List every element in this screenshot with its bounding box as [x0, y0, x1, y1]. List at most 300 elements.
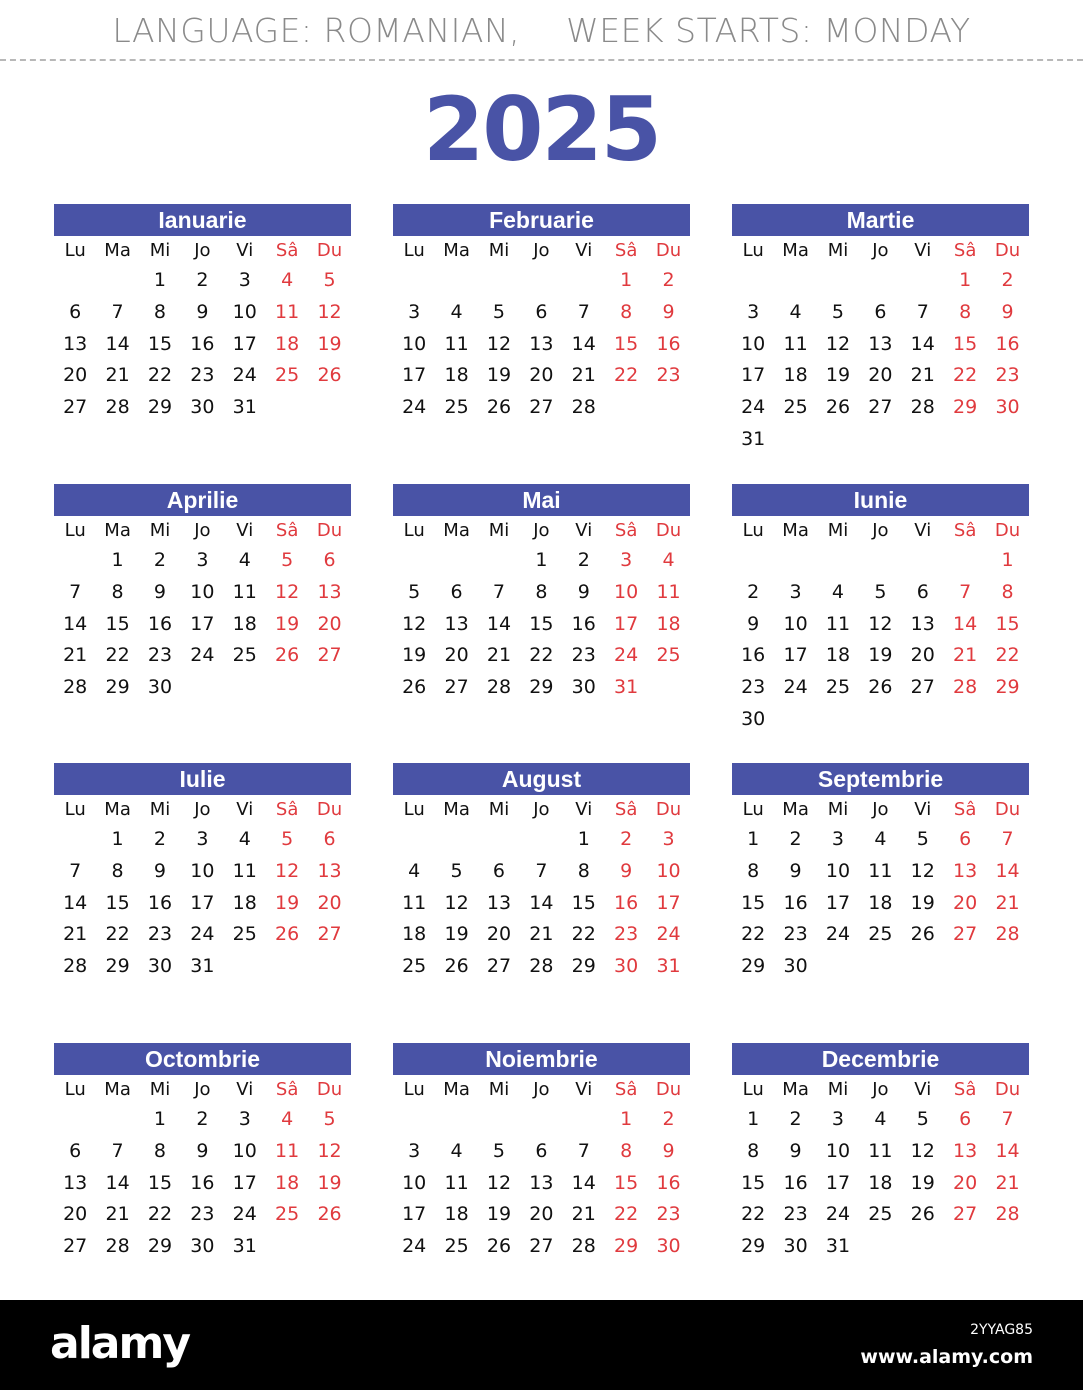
day-cell: 27	[63, 396, 88, 419]
weekday-header: Ma	[443, 799, 470, 820]
weekday-header: Lu	[742, 520, 764, 541]
day-cell: 27	[63, 1235, 88, 1258]
weekend-day-cell: 14	[953, 612, 978, 635]
weekend-day-cell: 13	[317, 859, 342, 882]
weekday-header: Ma	[782, 520, 809, 541]
day-cell: 20	[63, 364, 88, 387]
weekend-day-cell: 7	[1001, 1108, 1014, 1130]
day-cell: 22	[741, 1203, 766, 1226]
day-cell: 13	[486, 891, 512, 914]
day-cell: 23	[190, 364, 215, 387]
weekday-header: Sâ	[275, 520, 299, 541]
day-cell: 11	[402, 891, 427, 914]
weekday-header: Mi	[149, 240, 171, 261]
weekend-day-cell: 10	[656, 859, 681, 882]
weekend-day-cell: 21	[995, 1171, 1020, 1194]
day-cell: 2	[789, 1108, 802, 1130]
empty-day-cell	[563, 265, 605, 297]
weekday-header: Lu	[742, 799, 764, 820]
empty-day-cell	[520, 265, 562, 297]
day-cell: 19	[486, 364, 512, 387]
weekday-header: Lu	[64, 799, 86, 820]
weekend-day-cell: 7	[959, 580, 972, 603]
day-cell: 28	[486, 676, 512, 699]
month-day-grid	[732, 516, 1029, 736]
day-cell: 8	[747, 1139, 760, 1162]
weekday-header: Vi	[575, 240, 593, 261]
day-cell: 10	[232, 1139, 257, 1162]
empty-day-cell	[478, 1104, 520, 1136]
weekday-header: Sâ	[953, 799, 977, 820]
day-cell: 14	[105, 332, 130, 355]
day-cell: 17	[232, 1171, 257, 1194]
day-cell: 20	[529, 364, 554, 387]
weekend-day-cell: 14	[995, 1139, 1020, 1162]
weekday-header: Sâ	[275, 240, 299, 261]
month-block	[54, 763, 351, 983]
month-day-grid	[54, 795, 351, 983]
day-cell: 27	[910, 676, 935, 699]
weekend-day-cell: 30	[614, 955, 639, 978]
month-day-grid	[393, 236, 690, 424]
day-cell: 23	[741, 676, 766, 699]
day-cell: 19	[910, 891, 935, 914]
day-cell: 22	[105, 923, 130, 946]
weekday-header: Lu	[742, 1079, 764, 1100]
day-cell: 11	[232, 859, 257, 882]
day-cell: 12	[402, 612, 427, 635]
weekend-day-cell: 28	[995, 1203, 1020, 1226]
day-cell: 27	[529, 1235, 554, 1258]
weekend-day-cell: 26	[317, 364, 342, 387]
day-cell: 21	[910, 364, 935, 387]
weekend-day-cell: 23	[656, 1203, 681, 1226]
day-cell: 27	[529, 396, 554, 419]
day-cell: 9	[789, 859, 802, 882]
day-cell: 28	[63, 955, 88, 978]
day-cell: 29	[529, 676, 554, 699]
weekend-day-cell: 11	[656, 580, 681, 603]
day-cell: 9	[196, 1139, 209, 1162]
day-cell: 17	[402, 1203, 427, 1226]
day-cell: 22	[147, 364, 173, 387]
weekend-day-cell: 3	[662, 828, 675, 850]
weekday-header: Sâ	[614, 520, 638, 541]
day-cell: 14	[105, 1171, 130, 1194]
weekday-header: Vi	[236, 1079, 254, 1100]
day-cell: 3	[238, 269, 251, 291]
day-cell: 18	[402, 923, 427, 946]
day-cell: 4	[450, 300, 463, 323]
day-cell: 11	[868, 859, 893, 882]
weekend-day-cell: 13	[953, 1139, 978, 1162]
day-cell: 22	[105, 644, 130, 667]
day-cell: 21	[486, 644, 512, 667]
day-cell: 23	[571, 644, 596, 667]
day-cell: 26	[910, 923, 935, 946]
weekday-header: Du	[994, 520, 1021, 541]
month-block	[393, 1043, 690, 1263]
weekend-day-cell: 18	[275, 332, 300, 355]
weekday-header: Vi	[236, 240, 254, 261]
day-cell: 25	[783, 396, 808, 419]
weekday-header: Sâ	[275, 1079, 299, 1100]
weekend-day-cell: 2	[662, 1108, 675, 1130]
day-cell: 30	[741, 707, 766, 730]
day-cell: 21	[105, 1203, 130, 1226]
day-cell: 13	[910, 612, 935, 635]
weekday-header: Jo	[533, 1079, 550, 1100]
weekday-header: Mi	[488, 1079, 510, 1100]
day-cell: 14	[486, 612, 512, 635]
weekend-day-cell: 19	[275, 891, 300, 914]
weekday-header: Mi	[488, 240, 510, 261]
day-cell: 30	[190, 396, 215, 419]
month-block	[732, 484, 1029, 736]
empty-day-cell	[817, 545, 859, 577]
empty-day-cell	[817, 265, 859, 297]
weekday-header: Jo	[533, 520, 550, 541]
empty-day-cell	[393, 824, 435, 856]
day-cell: 24	[232, 1203, 257, 1226]
weekend-day-cell: 1	[959, 269, 972, 291]
day-cell: 4	[874, 828, 887, 850]
month-title: Martie	[732, 204, 1029, 236]
day-cell: 20	[63, 1203, 88, 1226]
day-cell: 10	[741, 332, 766, 355]
day-cell: 29	[741, 955, 766, 978]
weekday-header: Lu	[64, 240, 86, 261]
day-cell: 8	[111, 859, 124, 882]
empty-day-cell	[393, 1104, 435, 1136]
day-cell: 3	[789, 580, 802, 603]
month-title: Februarie	[393, 204, 690, 236]
day-cell: 5	[916, 828, 929, 850]
day-cell: 5	[492, 1139, 506, 1162]
day-cell: 20	[529, 1203, 554, 1226]
weekend-day-cell: 2	[662, 269, 675, 291]
weekday-header: Mi	[827, 1079, 849, 1100]
year-title: 2025	[423, 78, 660, 181]
weekend-day-cell: 9	[662, 1139, 675, 1162]
day-cell: 22	[741, 923, 766, 946]
day-cell: 15	[105, 891, 130, 914]
day-cell: 24	[741, 396, 766, 419]
day-cell: 17	[402, 364, 427, 387]
day-cell: 30	[190, 1235, 215, 1258]
day-cell: 6	[916, 580, 929, 603]
weekday-header: Ma	[104, 520, 131, 541]
weekday-header: Du	[316, 240, 343, 261]
day-cell: 26	[825, 396, 851, 419]
weekend-day-cell: 23	[614, 923, 639, 946]
day-cell: 21	[63, 923, 88, 946]
weekday-header: Du	[316, 1079, 343, 1100]
day-cell: 14	[571, 332, 596, 355]
weekday-header: Mi	[827, 799, 849, 820]
day-cell: 7	[577, 300, 590, 323]
weekend-day-cell: 27	[953, 1203, 978, 1226]
month-day-grid	[732, 795, 1029, 983]
day-cell: 28	[105, 396, 130, 419]
day-cell: 20	[910, 644, 935, 667]
weekend-day-cell: 28	[953, 676, 978, 699]
weekday-header: Vi	[914, 1079, 932, 1100]
weekday-header: Sâ	[953, 520, 977, 541]
image-id-label: 2YYAG85	[970, 1322, 1033, 1338]
day-cell: 1	[747, 1108, 760, 1130]
day-cell: 5	[450, 859, 463, 882]
day-cell: 9	[747, 612, 760, 635]
day-cell: 8	[153, 1139, 167, 1162]
day-cell: 11	[783, 332, 808, 355]
day-cell: 13	[444, 612, 469, 635]
empty-day-cell	[435, 824, 477, 856]
day-cell: 8	[577, 859, 590, 882]
day-cell: 27	[486, 955, 512, 978]
day-cell: 25	[444, 1235, 469, 1258]
empty-day-cell	[478, 824, 520, 856]
weekend-day-cell: 27	[953, 923, 978, 946]
day-cell: 28	[63, 676, 88, 699]
day-cell: 24	[232, 364, 257, 387]
weekday-header: Mi	[488, 799, 510, 820]
day-cell: 2	[196, 269, 209, 291]
day-cell: 11	[868, 1139, 893, 1162]
day-cell: 9	[789, 1139, 802, 1162]
weekend-day-cell: 29	[953, 396, 978, 419]
weekday-header: Ma	[443, 520, 470, 541]
weekend-day-cell: 8	[1001, 580, 1014, 603]
weekend-day-cell: 9	[1001, 300, 1014, 323]
day-cell: 7	[535, 859, 548, 882]
empty-day-cell	[732, 545, 774, 577]
weekday-header: Vi	[575, 520, 593, 541]
weekday-header: Ma	[104, 799, 131, 820]
month-title: August	[393, 763, 690, 795]
day-cell: 26	[486, 1235, 512, 1258]
weekend-day-cell: 20	[953, 1171, 978, 1194]
day-cell: 17	[741, 364, 766, 387]
weekend-day-cell: 30	[995, 396, 1020, 419]
empty-day-cell	[478, 545, 520, 577]
day-cell: 21	[571, 1203, 596, 1226]
weekend-day-cell: 15	[614, 332, 639, 355]
day-cell: 31	[741, 427, 766, 450]
weekday-header: Mi	[827, 520, 849, 541]
day-cell: 10	[402, 332, 427, 355]
weekend-day-cell: 28	[995, 923, 1020, 946]
weekend-day-cell: 15	[614, 1171, 639, 1194]
weekday-header: Jo	[194, 1079, 211, 1100]
day-cell: 25	[868, 923, 893, 946]
weekend-day-cell: 12	[317, 300, 342, 323]
weekday-header: Vi	[914, 799, 932, 820]
weekday-header: Jo	[872, 240, 889, 261]
day-cell: 2	[577, 549, 590, 571]
day-cell: 6	[450, 580, 463, 603]
day-cell: 16	[190, 1171, 215, 1194]
day-cell: 24	[190, 923, 215, 946]
weekday-header: Lu	[742, 240, 764, 261]
weekday-header: Ma	[443, 1079, 470, 1100]
weekend-day-cell: 24	[614, 644, 639, 667]
day-cell: 17	[232, 332, 257, 355]
day-cell: 29	[147, 396, 173, 419]
day-cell: 17	[190, 612, 215, 635]
day-cell: 18	[868, 1171, 893, 1194]
weekend-day-cell: 27	[317, 644, 342, 667]
day-cell: 28	[105, 1235, 130, 1258]
language-label: LANGUAGE: ROMANIAN,	[112, 10, 521, 50]
day-cell: 25	[825, 676, 851, 699]
weekday-header: Sâ	[614, 799, 638, 820]
day-cell: 24	[825, 923, 851, 946]
month-day-grid	[732, 1075, 1029, 1263]
weekend-day-cell: 12	[275, 580, 300, 603]
day-cell: 15	[571, 891, 596, 914]
weekend-day-cell: 21	[995, 891, 1020, 914]
weekday-header: Sâ	[953, 240, 977, 261]
day-cell: 16	[741, 644, 766, 667]
day-cell: 8	[747, 859, 760, 882]
day-cell: 7	[111, 1139, 124, 1162]
day-cell: 29	[105, 676, 130, 699]
weekend-day-cell: 22	[614, 364, 639, 387]
month-block	[732, 204, 1029, 456]
day-cell: 26	[486, 396, 512, 419]
empty-day-cell	[393, 265, 435, 297]
weekday-header: Vi	[236, 520, 254, 541]
alamy-logo: alamy	[50, 1318, 189, 1369]
empty-day-cell	[859, 545, 901, 577]
empty-day-cell	[435, 265, 477, 297]
day-cell: 29	[571, 955, 596, 978]
day-cell: 16	[190, 332, 215, 355]
calendar-settings-header	[0, 0, 1083, 60]
weekend-day-cell: 22	[614, 1203, 639, 1226]
day-cell: 2	[789, 828, 802, 850]
day-cell: 8	[153, 300, 167, 323]
empty-day-cell	[520, 824, 562, 856]
month-day-grid	[732, 236, 1029, 456]
weekend-day-cell: 2	[1001, 269, 1014, 291]
weekday-header: Du	[994, 240, 1021, 261]
weekend-day-cell: 30	[656, 1235, 681, 1258]
day-cell: 23	[783, 923, 808, 946]
day-cell: 7	[111, 300, 124, 323]
day-cell: 7	[916, 300, 929, 323]
day-cell: 25	[868, 1203, 893, 1226]
day-cell: 20	[444, 644, 469, 667]
empty-day-cell	[54, 1104, 96, 1136]
day-cell: 3	[747, 300, 760, 323]
day-cell: 23	[147, 923, 173, 946]
weekday-header: Sâ	[275, 799, 299, 820]
day-cell: 26	[402, 676, 427, 699]
empty-day-cell	[944, 545, 986, 577]
month-day-grid	[54, 516, 351, 704]
weekend-day-cell: 18	[656, 612, 681, 635]
day-cell: 31	[232, 1235, 257, 1258]
day-cell: 24	[402, 396, 427, 419]
month-day-grid	[54, 1075, 351, 1263]
day-cell: 19	[486, 1203, 512, 1226]
month-block	[393, 204, 690, 424]
month-title: Aprilie	[54, 484, 351, 516]
weekday-header: Du	[994, 1079, 1021, 1100]
weekend-day-cell: 2	[620, 828, 633, 850]
day-cell: 14	[910, 332, 935, 355]
empty-day-cell	[478, 265, 520, 297]
day-cell: 5	[874, 580, 887, 603]
weekday-header: Mi	[149, 799, 171, 820]
weekend-day-cell: 20	[317, 891, 342, 914]
month-block	[393, 763, 690, 983]
weekend-day-cell: 4	[281, 269, 294, 291]
weekend-day-cell: 22	[953, 364, 978, 387]
weekday-header: Ma	[104, 1079, 131, 1100]
weekend-day-cell: 23	[995, 364, 1020, 387]
weekend-day-cell: 19	[275, 612, 300, 635]
weekend-day-cell: 3	[620, 549, 633, 571]
weekday-header: Mi	[488, 520, 510, 541]
day-cell: 19	[402, 644, 427, 667]
weekend-day-cell: 9	[620, 859, 633, 882]
day-cell: 23	[147, 644, 173, 667]
day-cell: 1	[111, 549, 124, 571]
weekday-header: Du	[655, 1079, 682, 1100]
weekday-header: Jo	[194, 240, 211, 261]
day-cell: 10	[190, 580, 215, 603]
day-cell: 17	[783, 644, 808, 667]
weekday-header: Ma	[782, 1079, 809, 1100]
weekend-day-cell: 15	[995, 612, 1020, 635]
weekday-header: Jo	[194, 799, 211, 820]
day-cell: 1	[535, 549, 548, 571]
day-cell: 3	[196, 549, 209, 571]
day-cell: 10	[825, 859, 851, 882]
weekend-day-cell: 6	[959, 828, 972, 850]
day-cell: 13	[529, 1171, 554, 1194]
weekend-day-cell: 7	[1001, 828, 1014, 850]
weekend-day-cell: 21	[953, 644, 978, 667]
day-cell: 30	[783, 955, 808, 978]
empty-day-cell	[520, 1104, 562, 1136]
day-cell: 25	[402, 955, 427, 978]
month-title: Iulie	[54, 763, 351, 795]
weekday-header: Jo	[533, 240, 550, 261]
day-cell: 11	[232, 580, 257, 603]
day-cell: 28	[910, 396, 935, 419]
day-cell: 16	[571, 612, 596, 635]
day-cell: 31	[190, 955, 215, 978]
day-cell: 28	[571, 1235, 596, 1258]
day-cell: 17	[825, 1171, 851, 1194]
weekend-day-cell: 31	[656, 955, 681, 978]
day-cell: 23	[190, 1203, 215, 1226]
weekend-day-cell: 18	[275, 1171, 300, 1194]
weekend-day-cell: 22	[995, 644, 1020, 667]
day-cell: 10	[232, 300, 257, 323]
day-cell: 3	[238, 1108, 251, 1130]
weekend-day-cell: 13	[317, 580, 342, 603]
day-cell: 16	[147, 612, 173, 635]
weekend-day-cell: 31	[614, 676, 639, 699]
weekend-day-cell: 11	[275, 1139, 300, 1162]
day-cell: 26	[868, 676, 893, 699]
day-cell: 19	[444, 923, 469, 946]
